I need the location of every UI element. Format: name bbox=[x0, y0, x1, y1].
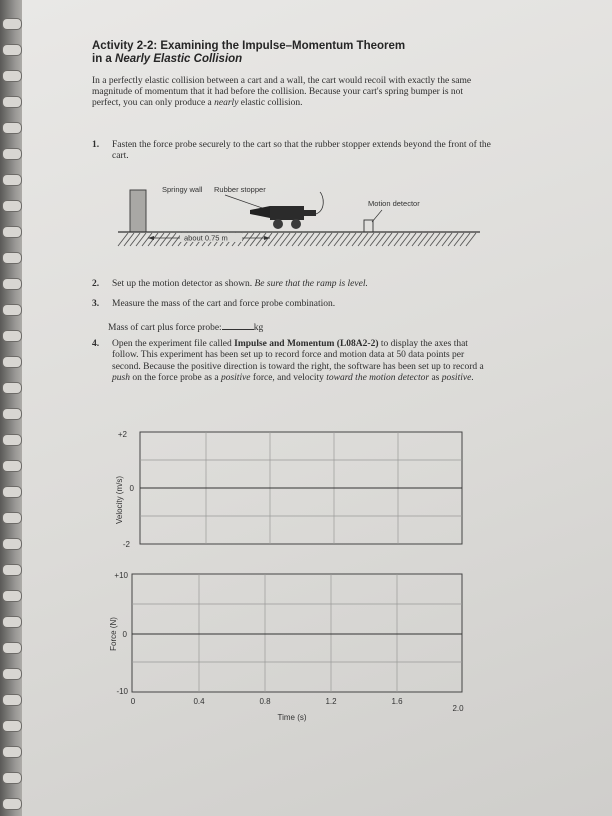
velocity-tick-zero: 0 bbox=[129, 484, 134, 493]
step-text: . bbox=[471, 373, 474, 384]
step-text-italic: push bbox=[112, 373, 130, 384]
step-text: force, and velocity bbox=[250, 373, 327, 384]
title-sub-italic: Nearly Elastic Collision bbox=[115, 53, 243, 65]
step-text: Set up the motion detector as shown. bbox=[112, 279, 255, 289]
force-graph bbox=[109, 571, 462, 696]
x-tick: 1.6 bbox=[391, 697, 403, 706]
intro-text-end: elastic collision. bbox=[238, 98, 303, 108]
velocity-graph bbox=[115, 430, 462, 549]
step-text-italic: positive bbox=[441, 373, 472, 384]
step-text: Measure the mass of the cart and force probe combination. bbox=[112, 299, 336, 309]
step-text: to display the axes that follow. This experiment has been set up to record force and motion data at 50 data points per second. Because the positive direction is toward the right, the software has been set up to record a bbox=[112, 339, 484, 372]
force-tick-top: +10 bbox=[114, 571, 128, 580]
mass-unit: kg bbox=[253, 323, 264, 333]
springy-wall-label: Springy wall bbox=[162, 185, 203, 194]
step-number: 3. bbox=[92, 299, 100, 309]
step-text-italic: Be sure that the ramp is level. bbox=[254, 279, 368, 289]
intro-italic: nearly bbox=[214, 98, 239, 108]
intro-text: In a perfectly elastic collision between a cart and a wall, the cart would recoil with exactly the same magnitude of momentum that it had before the collision. Because your cart's spring bumper is not perfect, you can only produce a bbox=[92, 76, 472, 108]
time-axis-label: Time (s) bbox=[277, 713, 307, 722]
motion-detector-label: Motion detector bbox=[368, 199, 420, 208]
step-number: 4. bbox=[92, 339, 100, 349]
title-main: Examining the Impulse–Momentum Theorem bbox=[160, 40, 406, 52]
x-tick: 0.4 bbox=[193, 697, 205, 706]
force-axis-label: Force (N) bbox=[109, 617, 118, 651]
x-tick: 2.0 bbox=[452, 704, 464, 713]
title-prefix: Activity 2-2: bbox=[92, 40, 158, 52]
force-tick-bottom: -10 bbox=[116, 687, 128, 696]
velocity-axis-label: Velocity (m/s) bbox=[115, 475, 124, 525]
time-ticks bbox=[131, 697, 464, 713]
step-number: 1. bbox=[92, 140, 100, 150]
step-text: as bbox=[429, 373, 442, 384]
rubber-stopper-label: Rubber stopper bbox=[214, 185, 266, 194]
step-text: on the force probe as a bbox=[129, 373, 221, 384]
force-tick-zero: 0 bbox=[122, 630, 127, 639]
file-name: Impulse and Momentum (L08A2-2) bbox=[234, 339, 379, 349]
mass-label: Mass of cart plus force probe: bbox=[108, 323, 222, 333]
x-tick: 0 bbox=[130, 697, 136, 706]
step-number: 2. bbox=[92, 279, 100, 289]
step-text: Fasten the force probe securely to the cart so that the rubber stopper extends beyond the front of the cart. bbox=[112, 140, 491, 162]
x-tick: 1.2 bbox=[325, 697, 337, 706]
step-text-italic: toward the motion detector bbox=[326, 373, 430, 384]
x-tick: 0.8 bbox=[259, 697, 271, 706]
distance-label: about 0.75 m bbox=[184, 233, 228, 243]
title-sub-prefix: in a bbox=[92, 53, 112, 65]
velocity-tick-bottom: -2 bbox=[122, 540, 130, 549]
step-text: Open the experiment file called bbox=[112, 339, 235, 349]
step-text-italic: positive bbox=[220, 373, 251, 384]
velocity-tick-top: +2 bbox=[117, 430, 127, 439]
